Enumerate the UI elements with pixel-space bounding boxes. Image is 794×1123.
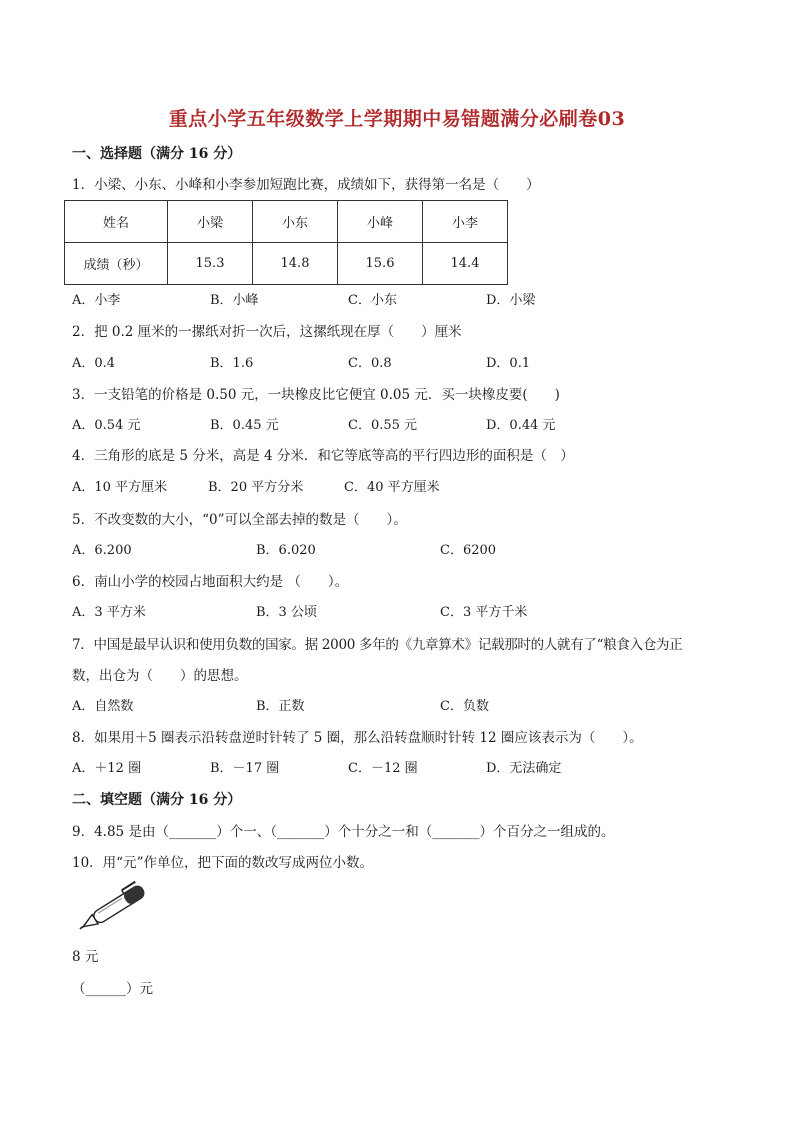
- q2-option-d[interactable]: D．0.1: [486, 356, 531, 371]
- question-3: 3．一支铅笔的价格是 0.50 元，一块橡皮比它便宜 0.05 元．买一块橡皮要( ): [72, 387, 560, 403]
- q6-option-c[interactable]: C．3 平方千米: [440, 605, 528, 620]
- q3-option-b[interactable]: B．0.45 元: [210, 418, 279, 433]
- q2-option-a[interactable]: A．0.4: [72, 356, 116, 371]
- q4-option-c[interactable]: C．40 平方厘米: [344, 480, 440, 495]
- question-4: 4．三角形的底是 5 分米，高是 4 分米．和它等底等高的平行四边形的面积是（ ）: [72, 448, 574, 464]
- q8-option-b[interactable]: B．－17 圈: [210, 761, 280, 776]
- table-cell: 14.4: [423, 243, 508, 285]
- question-2: 2．把 0.2 厘米的一摞纸对折一次后，这摞纸现在厚（ ）厘米: [72, 324, 462, 340]
- q5-option-b[interactable]: B．6.020: [256, 543, 316, 558]
- page-title: 重点小学五年级数学上学期期中易错题满分必刷卷03: [168, 108, 626, 130]
- q5-option-a[interactable]: A．6.200: [72, 543, 132, 558]
- q7-option-c[interactable]: C．负数: [440, 699, 489, 714]
- q3-option-d[interactable]: D．0.44 元: [486, 418, 556, 433]
- table-cell: 小李: [423, 201, 508, 243]
- table-cell: 小东: [253, 201, 338, 243]
- table-cell: 15.6: [338, 243, 423, 285]
- question-10: 10．用“元”作单位，把下面的数改写成两位小数。: [72, 855, 373, 871]
- q1-option-b[interactable]: B．小峰: [210, 293, 259, 308]
- q3-option-c[interactable]: C．0.55 元: [348, 418, 418, 433]
- q7-option-b[interactable]: B．正数: [256, 699, 305, 714]
- q1-option-d[interactable]: D．小梁: [486, 293, 536, 308]
- table-cell: 14.8: [253, 243, 338, 285]
- question-6: 6．南山小学的校园占地面积大约是 （ ）。: [72, 574, 349, 590]
- question-1: 1．小梁、小东、小峰和小李参加短跑比赛，成绩如下，获得第一名是（ ）: [72, 177, 540, 193]
- q2-option-c[interactable]: C．0.8: [348, 356, 392, 371]
- table-cell: 小梁: [168, 201, 253, 243]
- q1-option-a[interactable]: A．小李: [72, 293, 121, 308]
- q5-option-c[interactable]: C．6200: [440, 543, 497, 558]
- q3-option-a[interactable]: A．0.54 元: [72, 418, 141, 433]
- question-7-line-1: 7．中国是最早认识和使用负数的国家。据 2000 多年的《九章算术》记载那时的人就有了“粮食入仓为正: [72, 637, 683, 653]
- q8-option-c[interactable]: C．－12 圈: [348, 761, 418, 776]
- table-cell: 15.3: [168, 243, 253, 285]
- answer-blank[interactable]: （______）元: [72, 981, 153, 997]
- table-row: [65, 201, 508, 243]
- q4-option-b[interactable]: B．20 平方分米: [208, 480, 304, 495]
- section-choice-heading: 一、选择题（满分 16 分）: [72, 146, 242, 162]
- q2-option-b[interactable]: B．1.6: [210, 356, 254, 371]
- question-8: 8．如果用＋5 圈表示沿转盘逆时针转了 5 圈，那么沿转盘顺时针转 12 圈应该表示为（ ）。: [72, 730, 643, 746]
- table-cell: 成绩（秒）: [65, 243, 168, 285]
- score-table: [64, 200, 508, 285]
- question-5: 5．不改变数的大小，“0”可以全部去掉的数是（ ）。: [72, 512, 407, 528]
- q6-option-b[interactable]: B．3 公顷: [256, 605, 317, 620]
- price-label: 8 元: [72, 949, 99, 965]
- pen-icon: [72, 880, 156, 936]
- section-fill-heading: 二、填空题（满分 16 分）: [72, 792, 242, 808]
- table-cell: 姓名: [65, 201, 168, 243]
- q8-option-a[interactable]: A．＋12 圈: [72, 761, 142, 776]
- table-cell: 小峰: [338, 201, 423, 243]
- q4-option-a[interactable]: A．10 平方厘米: [72, 480, 168, 495]
- q8-option-d[interactable]: D．无法确定: [486, 761, 562, 776]
- table-row: [65, 243, 508, 285]
- question-9: 9．4.85 是由（_______）个一、（_______）个十分之一和（_______）个百分之一组成的。: [72, 824, 615, 840]
- q6-option-a[interactable]: A．3 平方米: [72, 605, 146, 620]
- q1-option-c[interactable]: C．小东: [348, 293, 397, 308]
- q7-option-a[interactable]: A．自然数: [72, 699, 134, 714]
- question-7-line-2: 数，出仓为（ ）的思想。: [72, 668, 248, 684]
